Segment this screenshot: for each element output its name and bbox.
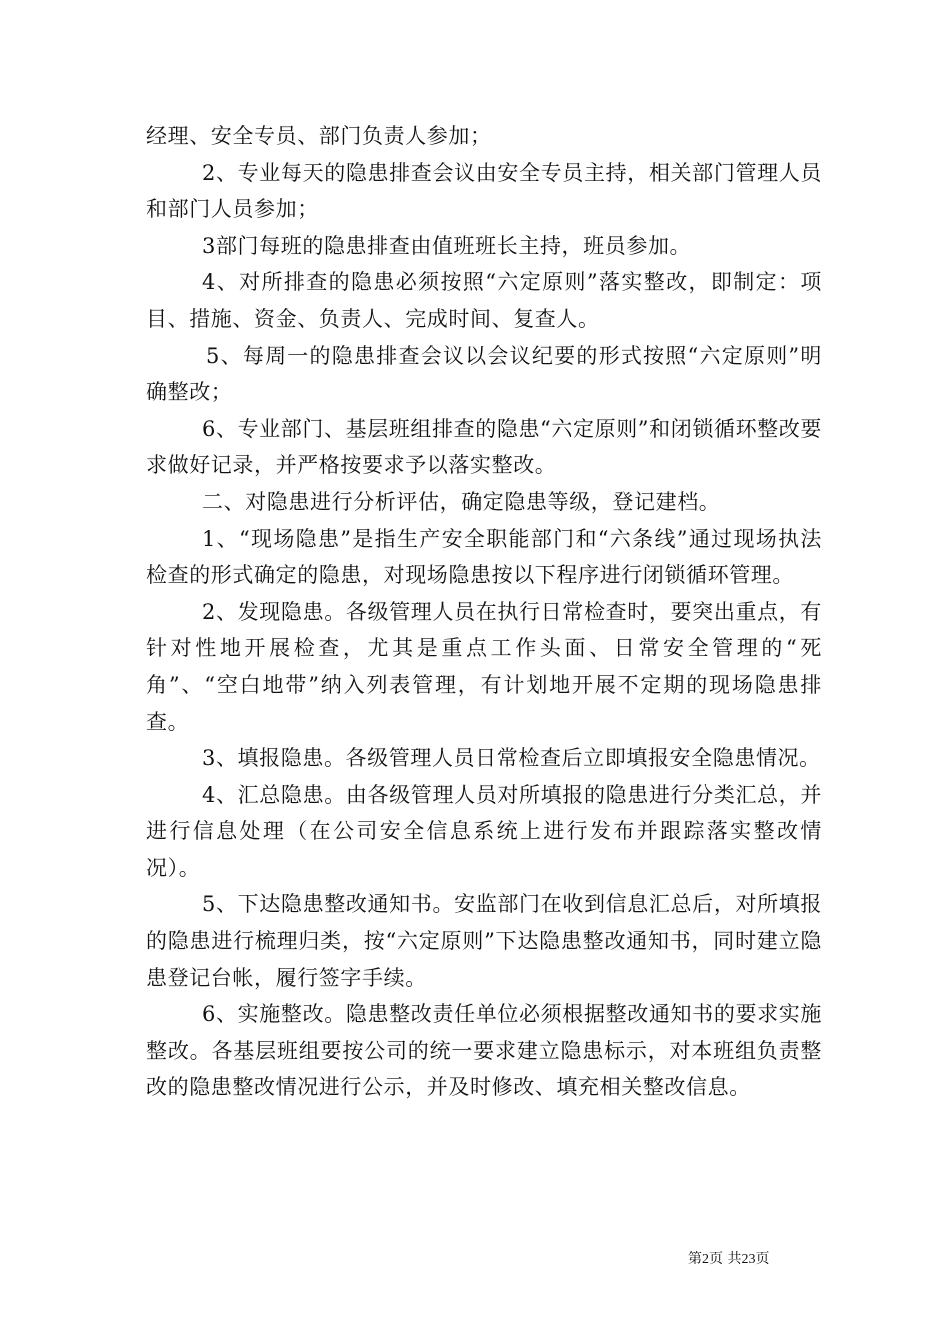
paragraph-item-2-daily-meeting: 2、专业每天的隐患排查会议由安全专员主持，相关部门管理人员和部门人员参加；: [146, 160, 822, 222]
paragraph-discover-hazard: 2、发现隐患。各级管理人员在执行日常检查时，要突出重点，有针对性地开展检查，尤其是重点工作头面、日常安全管理的“死角”、“空白地带”纳入列表管理，有计划地开展不定期的现场隐患排查。: [146, 599, 822, 734]
footer-middle: 页 共: [709, 1251, 742, 1267]
paragraph-item-6-records: 6、专业部门、基层班组排查的隐患“六定原则”和闭锁循环整改要求做好记录，并严格按要求予以落实整改。: [146, 416, 822, 478]
paragraph-report-hazard: 3、填报隐患。各级管理人员日常检查后立即填报安全隐患情况。: [202, 746, 821, 771]
paragraph-field-hazard-definition: 1、“现场隐患”是指生产安全职能部门和“六条线”通过现场执法检查的形式确定的隐患，对现场隐患按以下程序进行闭锁循环管理。: [146, 526, 822, 588]
paragraph-continuation: 经理、安全专员、部门负责人参加；: [146, 124, 492, 148]
paragraph-item-3-shift-check: 3部门每班的隐患排查由值班班长主持，班员参加。: [202, 233, 692, 258]
document-body: [146, 118, 822, 1106]
paragraph-issue-notice: 5、下达隐患整改通知书。安监部门在收到信息汇总后，对所填报的隐患进行梳理归类，按“六定原则”下达隐患整改通知书，同时建立隐患登记台帐，履行签字手续。: [146, 892, 822, 990]
footer-prefix: 第: [688, 1251, 702, 1267]
paragraph-summarize-hazard: 4、汇总隐患。由各级管理人员对所填报的隐患进行分类汇总，并进行信息处理（在公司安全信息系统上进行发布并跟踪落实整改情况）。: [146, 782, 822, 880]
footer-total-pages: 23: [741, 1252, 756, 1267]
footer-current-page: 2: [702, 1252, 709, 1267]
paragraph-implement-rectification: 6、实施整改。隐患整改责任单位必须根据整改通知书的要求实施整改。各基层班组要按公司的统一要求建立隐患标示，对本班组负责整改的隐患整改情况进行公示，并及时修改、填充相关整改信息。: [146, 1002, 822, 1100]
section-heading-2: 二、对隐患进行分析评估，确定隐患等级，登记建档。: [202, 489, 721, 514]
paragraph-item-5-weekly-meeting: 5、每周一的隐患排查会议以会议纪要的形式按照“六定原则”明确整改；: [146, 343, 822, 405]
paragraph-item-4-six-principles: 4、对所排查的隐患必须按照“六定原则”落实整改，即制定：项目、措施、资金、负责人、完成时间、复查人。: [146, 270, 822, 331]
footer-suffix: 页: [755, 1251, 770, 1267]
page-number-footer: [688, 1248, 769, 1268]
